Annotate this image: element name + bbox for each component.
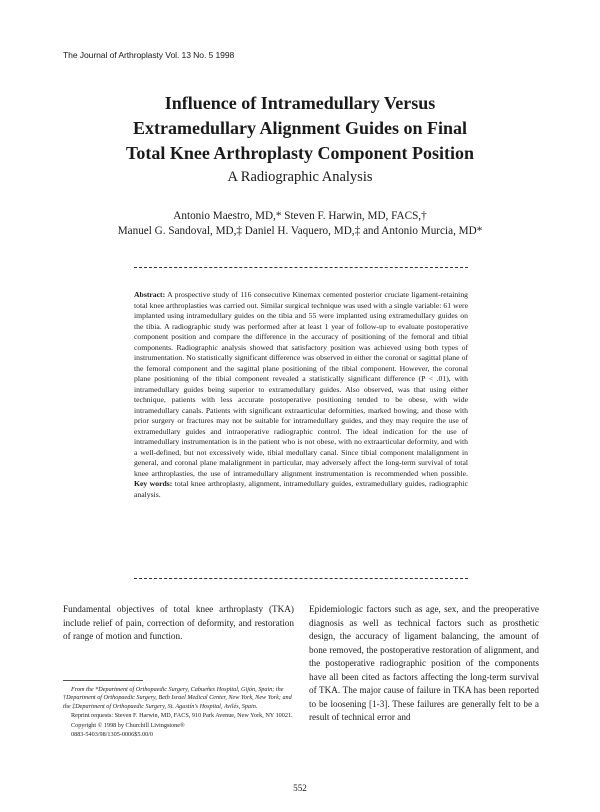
body-column-right: Epidemiologic factors such as age, sex, and the preoperative diagnosis as well as technical factors such as prosthetic design, the accuracy of ligament balancing, the amount of bone removed, the postoperative restoration of alignment, and the postoperative radiographic position of the components have all been cited as factors affecting the long-term survival of TKA. The major cause of failure in TKA has been reported to be loosening [1-3]. These failures are generally felt to be a result of technical error and [309,604,539,722]
author-line-1: Antonio Maestro, MD,* Steven F. Harwin, MD, FACS,† [173,210,427,222]
author-line-2: Manuel G. Sandoval, MD,‡ Daniel H. Vaquero, MD,‡ and Antonio Murcia, MD* [117,225,483,237]
journal-header: The Journal of Arthroplasty Vol. 13 No. 5 1998 [63,50,235,60]
abstract-text: A prospective study of 116 consecutive Kinemax cemented posterior cruciate ligament-retaining total knee arthroplasties was carried out. Similar surgical technique was used with a single variable: 61 were implanted using intramedullary guides on the tibia and 55 were implanted using extramedullary guides on the tibia. A radiographic study was performed after at least 1 year of follow-up to evaluate postoperative component position and compare the difference in the accuracy of positioning of the femoral and tibial components. Radiographic analysis showed that satisfactory position was achieved using both types of instrumentation. No statistically significant difference was observed in either the coronal or sagittal plane of the femoral component and the sagittal plane positioning of the tibial component. However, the coronal plane positioning of the tibial component revealed a statistically significant difference (P < .01), with intramedullary guides being superior to extramedullary guides. Also observed, was that using either technique, patients with less accurate postoperative positioning tended to be obese, with wide intramedullary canals. Patients with significant extraarticular deformities, marked bowing, and those with prior surgery or fractures may not be suitable for intramedullary guides, and they may require the use of extramedullary guides and intraoperative radiographic control. The ideal indication for the use of intramedullary instrumentation is in the patient who is not obese, with no extraarticular deformity, and with a well-defined, but not excessively wide, tibial medullary canal. Since tibial component malalignment in general, and coronal plane malalignment in particular, may adversely affect the long-term survival of total knee arthroplasties, the use of intramedullary alignment instrumentation is recommended when possible. [134,290,469,478]
footnotes [63,686,294,740]
footnote-affiliation: From the *Department of Orthopaedic Surgery, Cabueñes Hospital, Gijón, Spain; the †Department of Orthopaedic Surgery, Beth Israel Medical Center, New York, New York; and the ‡Department of Orthopaedic Surgery, St. Agustín's Hospital, Avilés, Spain. [63,686,292,710]
body-column-left: Fundamental objectives of total knee arthroplasty (TKA) include relief of pain, correction of deformity, and restoration of range of motion and function. [63,604,294,641]
author-list [0,209,600,239]
page-number: 552 [293,783,307,793]
title-line-2: Extramedullary Alignment Guides on Final [132,118,468,138]
abstract-bottom-rule [134,578,468,580]
article-subtitle: A Radiographic Analysis [227,169,373,185]
footnote-copyright: Copyright © 1998 by Churchill Livingstone® [71,721,185,729]
abstract-label: Abstract: [134,290,166,299]
title-line-3: Total Knee Arthroplasty Component Position [125,143,475,163]
title-line-1: Influence of Intramedullary Versus [164,93,436,113]
keywords-text: total knee arthroplasty, alignment, intramedullary guides, extramedullary guides, radiographic analysis. [134,479,468,499]
abstract-top-rule [134,267,468,269]
footnote-rule [63,680,143,681]
footnote-issn: 0883-5403/98/1305-0006$5.00/0 [71,731,153,739]
keywords-label: Key words: [134,479,173,488]
abstract-block [134,290,468,500]
footnote-reprint: Reprint requests: Steven F. Harwin, MD, FACS, 910 Park Avenue, New York, NY 10021. [71,712,293,720]
article-title [0,91,600,166]
